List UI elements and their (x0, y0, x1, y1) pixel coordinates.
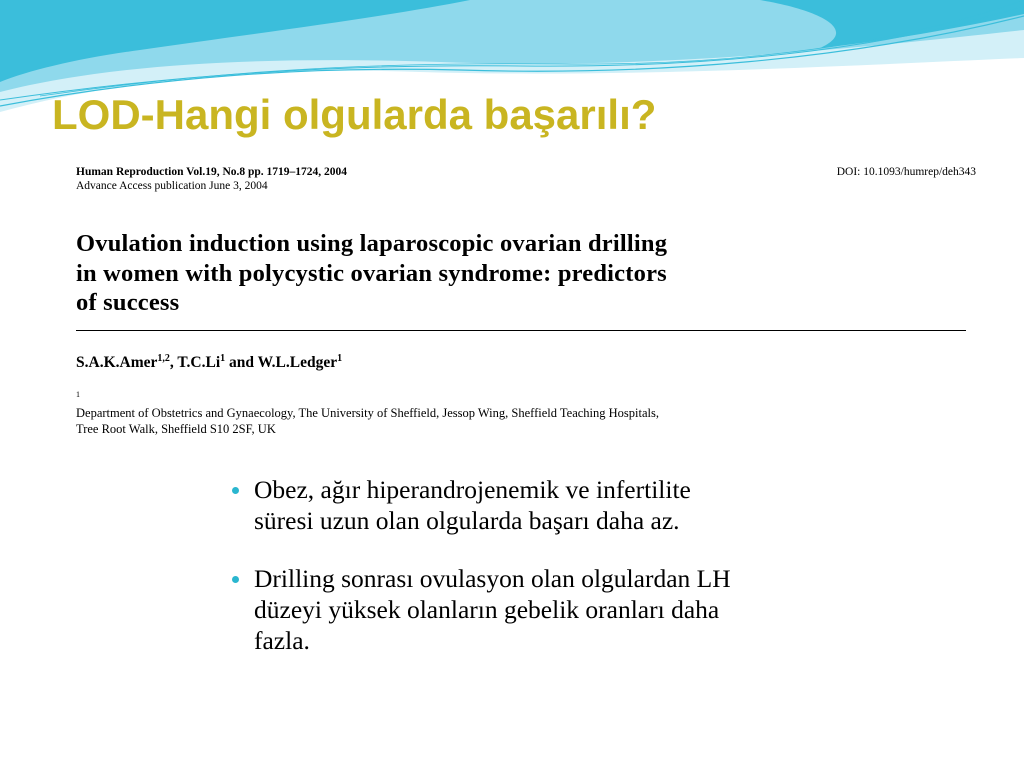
bullet-dot-icon (232, 487, 239, 494)
affiliation-line: Tree Root Walk, Sheffield S10 2SF, UK (76, 422, 276, 436)
slide-title: LOD-Hangi olgularda başarılı? (52, 91, 657, 138)
author-list (76, 353, 342, 373)
paper-title-line: in women with polycystic ovarian syndrome: predictors (76, 259, 667, 287)
bullet-item (232, 563, 912, 656)
affiliation-mark: 1 (76, 390, 80, 399)
bullet-text-line: Drilling sonrası ovulasyon olan olgulardan LH (254, 564, 731, 593)
affiliation-text: Department of Obstetrics and Gynaecology, The University of Sheffield, Jessop Wing, Sheffield Teaching Hospitals, (76, 406, 659, 420)
journal-citation: Human Reproduction Vol.19, No.8 pp. 1719–1724, 2004 (76, 166, 348, 178)
advance-publication-note: Advance Access publication June 3, 2004 (76, 180, 268, 192)
author-separator: and (225, 354, 258, 371)
bullet-text-line: Obez, ağır hiperandrojenemik ve infertilite (254, 475, 691, 504)
bullet-list (232, 474, 912, 683)
divider (76, 330, 966, 331)
author-name: T.C.Li (177, 354, 221, 371)
author-affiliation-mark: 1,2 (157, 353, 170, 364)
bullet-text-line: süresi uzun olan olgularda başarı daha az. (254, 506, 680, 535)
bullet-text-line: düzeyi yüksek olanların gebelik oranları daha (254, 595, 720, 624)
paper-title-line: Ovulation induction using laparoscopic ovarian drilling (76, 230, 668, 257)
affiliation (76, 389, 659, 437)
paper-header-image (62, 157, 976, 436)
bullet-dot-icon (232, 576, 239, 583)
affiliation-line (76, 389, 659, 421)
doi-text: DOI: 10.1093/humrep/deh343 (836, 166, 976, 178)
author-affiliation-mark: 1 (220, 353, 226, 364)
author-name: W.L.Ledger (257, 354, 338, 371)
author-affiliation-mark: 1 (337, 353, 343, 364)
bullet-text-line: fazla. (254, 626, 310, 655)
bullet-item (232, 474, 912, 536)
author-separator: , (169, 354, 178, 371)
paper-title (76, 229, 667, 318)
paper-title-line: of success (76, 289, 180, 316)
author-name: S.A.K.Amer (76, 354, 158, 371)
